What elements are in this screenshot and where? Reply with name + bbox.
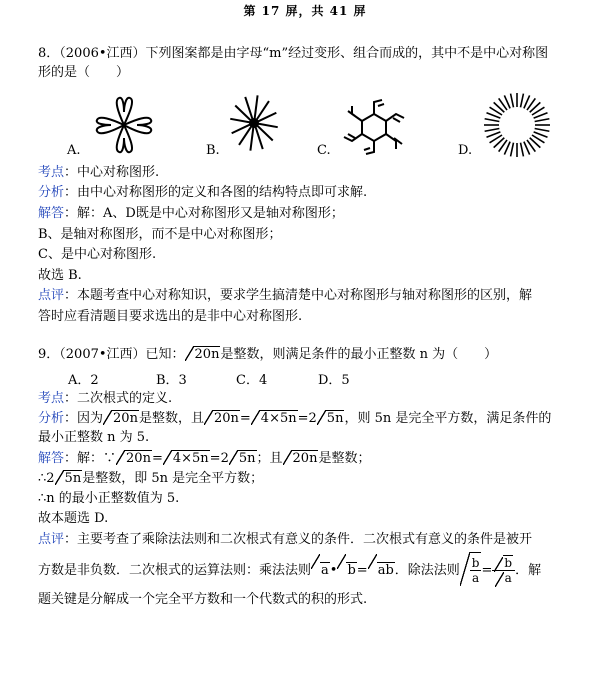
q8-jieda-line3: C、是中心对称图形. [38,247,157,262]
q9-dp2-c: ．解 [515,563,542,578]
q9-fenxi-rad-4x5n: 4×5n [251,409,298,429]
q9-stem-radical: 20n [185,345,221,365]
q8-kaodian-text: ：中心对称图形. [64,165,160,180]
q9-stem [38,345,497,365]
q8-option-d: D. [458,143,473,158]
q9-option-a: A．2 [68,373,99,388]
q9-fenxi-rad-20n: 20n [103,409,139,429]
q8-jieda-line4: 故选 B. [38,268,82,283]
q9-fenxi-c: ，则 5n 是完全平方数，满足条件的 [344,411,552,426]
q8-jieda-line2: B、是轴对称图形，而不是中心对称图形； [38,227,282,242]
q8-kaodian [38,163,159,183]
q9-dianping [38,530,532,550]
q9-fenxi [38,409,551,429]
q9-fenxi-line2: 最小正整数 n 为 5. [38,430,150,445]
q9-jieda-rad-4x5n: 4×5n [163,449,210,469]
q8-option-c: C. [317,143,331,158]
q8-jieda [38,204,344,224]
q9-dp2-eq1: = [356,563,368,578]
q9-l2-a: ∴2 [38,471,55,486]
q9-dp2-bigrad: $\frac{b}{a}$ [460,552,482,589]
q9-stem-b: 是整数，则满足条件的最小正整数 n 为（ ） [220,347,498,362]
q9-kaodian [38,389,172,409]
q9-jieda-eq1: = [151,451,163,466]
q8-option-b: B. [206,143,220,158]
q8-jieda-tag: 解答 [38,206,65,221]
q9-jieda-b: ；且 [256,451,283,466]
q8-stem-line1: 8．（2006•江西）下列图案都是由字母“m”经过变形、组合而成的，其中不是中心对称图 [38,46,549,61]
q9-fenxi-b: 是整数，且 [138,411,204,426]
q9-jieda-eq2: = [209,451,221,466]
q9-dp2-rad-ab: ab [368,553,395,589]
q9-fenxi-tag: 分析 [38,411,65,426]
q8-fenxi-tag: 分析 [38,185,65,200]
q8-fenxi-text: ：由中心对称图形的定义和各图的结构特点即可求解. [64,185,368,200]
q9-jieda [38,449,370,469]
q9-dp2-frac: $\frac{b}{a}$ [492,556,515,585]
q9-option-c: C．4 [236,373,268,388]
q9-l2-b: 是整数，即 5n 是完全平方数； [82,471,264,486]
q9-dp2-eq2: = [481,563,493,578]
q9-fenxi-rad-5n: 5n [317,409,345,429]
q9-fenxi-eq2: = [297,411,309,426]
q9-dp2-dot: • [329,563,338,578]
q9-dianping-line2 [38,552,541,589]
q8-figure-d [480,90,554,160]
q9-kaodian-tag: 考点 [38,391,65,406]
q9-jieda-line3: ∴n 的最小正整数值为 5. [38,491,180,506]
q9-jieda-two: 2 [220,451,229,466]
q9-jieda-tag: 解答 [38,451,65,466]
q9-jieda-c: 是整数； [318,451,371,466]
q9-dianping-tag: 点评 [38,532,65,547]
q9-option-b: B．3 [156,373,187,388]
q8-option-a: A. [67,143,81,158]
q8-kaodian-tag: 考点 [38,165,65,180]
q9-dianping-text: ：主要考查了乘除法法则和二次根式有意义的条件．二次根式有意义的条件是被开 [64,532,533,547]
q8-dianping-text: ：本题考查中心对称知识，要求学生搞清楚中心对称图形与轴对称图形的区别，解 [64,288,533,303]
q9-stem-a: 9．（2007•江西）已知： [38,347,185,362]
q9-jieda-rad-5n: 5n [229,449,257,469]
q9-dp2-rad-b: b [337,553,356,589]
q8-fenxi [38,183,367,203]
q9-kaodian-text: ：二次根式的定义. [64,391,173,406]
q9-fenxi-two: 2 [308,411,317,426]
q8-jieda-text: ：解：A、D既是中心对称图形又是轴对称图形； [64,206,344,221]
page-header: 第 17 屏，共 41 屏 [243,4,367,18]
q9-fenxi-a: ：因为 [64,411,104,426]
q9-dp2-a: 方数是非负数．二次根式的运算法则：乘法法则 [38,563,312,578]
q9-jieda-a: ：解：∵ [64,451,117,466]
q9-jieda-line4: 故本题选 D. [38,511,109,526]
q8-dianping-line2: 答时应看清题目要求选出的是非中心对称图形. [38,309,303,324]
q9-dp2-rad-a: a [311,553,330,589]
q8-figure-a [88,92,160,158]
q9-jieda-rad-20n: 20n [116,449,152,469]
q9-option-d: D．5 [318,373,350,388]
q9-dianping-line3: 题关键是分解成一个完全平方数和一个代数式的积的形式. [38,592,368,607]
q8-dianping-tag: 点评 [38,288,65,303]
q9-dp2-b: ．除法法则 [394,563,460,578]
q9-jieda-line2 [38,469,263,489]
q8-figure-b [228,92,280,154]
q8-figure-c [338,96,410,156]
q8-dianping [38,286,532,306]
q9-fenxi-rad-20n-2: 20n [204,409,240,429]
q9-l2-rad-5n: 5n [55,469,83,489]
q9-jieda-rad-20n-2: 20n [283,449,319,469]
q8-stem-line2: 形的是（ ） [38,65,130,80]
q9-fenxi-eq1: = [239,411,251,426]
